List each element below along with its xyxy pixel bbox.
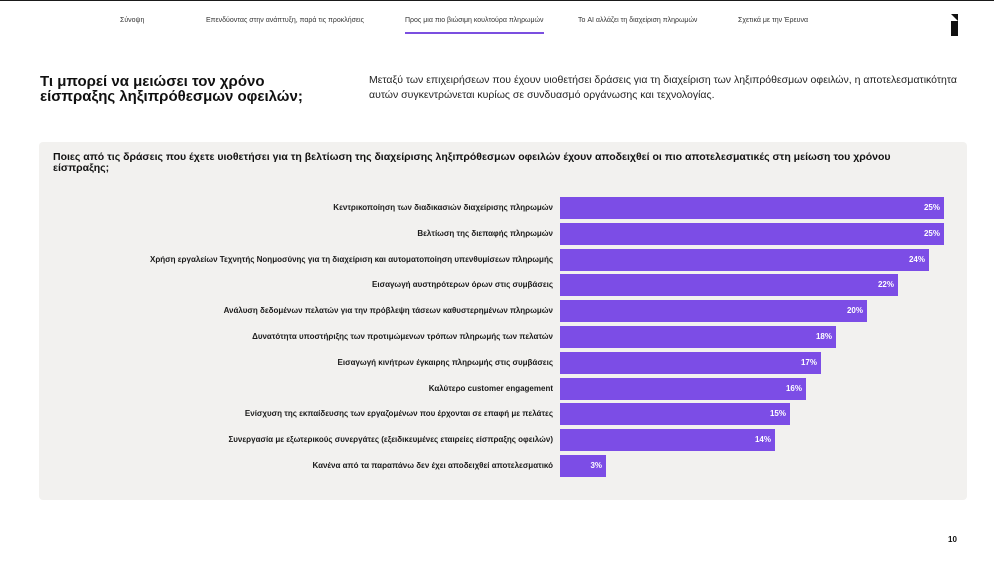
page-number: 10 bbox=[948, 535, 957, 544]
bar-value-label: 25% bbox=[923, 228, 940, 238]
bar bbox=[560, 274, 898, 296]
bar-label: Κανένα από τα παραπάνω δεν έχει αποδειχθεί αποτελεσματικό bbox=[312, 461, 553, 470]
bar-label: Ανάλυση δεδομένων πελατών για την πρόβλεψη τάσεων καθυστερημένων πληρωμών bbox=[223, 306, 553, 316]
bar bbox=[560, 197, 944, 219]
bar-label: Ενίσχυση της εκπαίδευσης των εργαζομένων που έρχονται σε επαφή με πελάτες bbox=[244, 409, 553, 419]
bar-label: Καλύτερο customer engagement bbox=[428, 383, 553, 393]
chart-title: Ποιες από τις δράσεις που έχετε υιοθετήσει για τη βελτίωση της διαχείρισης ληξιπρόθεσμων οφειλών έχουν αποδειχθεί οι πιο αποτελεσματικές στη μείωση του χρόνου είσπραξης; bbox=[53, 151, 891, 174]
bar-label: Εισαγωγή κινήτρων έγκαιρης πληρωμής στις συμβάσεις bbox=[337, 357, 553, 367]
bar-value-label: 14% bbox=[754, 435, 771, 445]
nav-item-about-research[interactable]: Σχετικά με την Έρευνα bbox=[738, 17, 809, 24]
bar-value-label: 17% bbox=[800, 357, 817, 367]
intro-text: Μεταξύ των επιχειρήσεων που έχουν υιοθετήσει δράσεις για τη διαχείριση των ληξιπρόθεσμων οφειλών, η αποτελεσματικότητα αυτών συγκεντρώνεται κυρίως σε συνδυασμό οργάνωσης και τεχνολογίας. bbox=[369, 74, 957, 101]
bar bbox=[560, 429, 775, 451]
bar-value-label: 15% bbox=[769, 409, 786, 419]
bar-label: Χρήση εργαλείων Τεχνητής Νοημοσύνης για τη διαχείριση και αυτοματοποίηση υπενθυμίσεων πληρωμής bbox=[150, 254, 553, 264]
brand-logo-icon[interactable] bbox=[948, 14, 958, 36]
bar bbox=[560, 300, 867, 322]
bar-value-label: 18% bbox=[815, 332, 832, 341]
bar-value-label: 16% bbox=[785, 383, 802, 393]
bar-value-label: 24% bbox=[908, 254, 925, 264]
bar-value-label: 3% bbox=[590, 461, 602, 470]
bar-label: Βελτίωση της διεπαφής πληρωμών bbox=[417, 228, 553, 238]
bar bbox=[560, 378, 806, 400]
bar bbox=[560, 326, 836, 348]
bar bbox=[560, 403, 790, 425]
bar-value-label: 20% bbox=[846, 306, 863, 316]
bar bbox=[560, 352, 821, 374]
nav-item-investing-growth[interactable]: Επενδύοντας στην ανάπτυξη, παρά τις προκλήσεις bbox=[206, 17, 364, 24]
nav-item-summary[interactable]: Σύνοψη bbox=[120, 17, 145, 24]
bar bbox=[560, 223, 944, 245]
bar-label: Δυνατότητα υποστήριξης των προτιμώμενων τρόπων πληρωμής των πελατών bbox=[252, 332, 553, 341]
top-navigation bbox=[0, 17, 994, 37]
nav-item-ai-payments[interactable]: Το AI αλλάζει τη διαχείριση πληρωμών bbox=[578, 17, 698, 24]
page-title: Τι μπορεί να μειώσει τον χρόνο είσπραξης ληξιπρόθεσμων οφειλών; bbox=[40, 73, 303, 105]
nav-item-sustainable-payments[interactable]: Προς μια πιο βιώσιμη κουλτούρα πληρωμών bbox=[405, 17, 544, 24]
bar-value-label: 22% bbox=[877, 280, 894, 290]
bar-value-label: 25% bbox=[923, 203, 940, 212]
bar bbox=[560, 249, 929, 271]
bar-label: Εισαγωγή αυστηρότερων όρων στις συμβάσεις bbox=[372, 280, 553, 290]
bar-label: Συνεργασία με εξωτερικούς συνεργάτες (εξειδικευμένες εταιρείες είσπραξης οφειλών) bbox=[228, 435, 553, 445]
bar-label: Κεντρικοποίηση των διαδικασιών διαχείρισης πληρωμών bbox=[333, 203, 553, 212]
top-border bbox=[0, 0, 994, 1]
